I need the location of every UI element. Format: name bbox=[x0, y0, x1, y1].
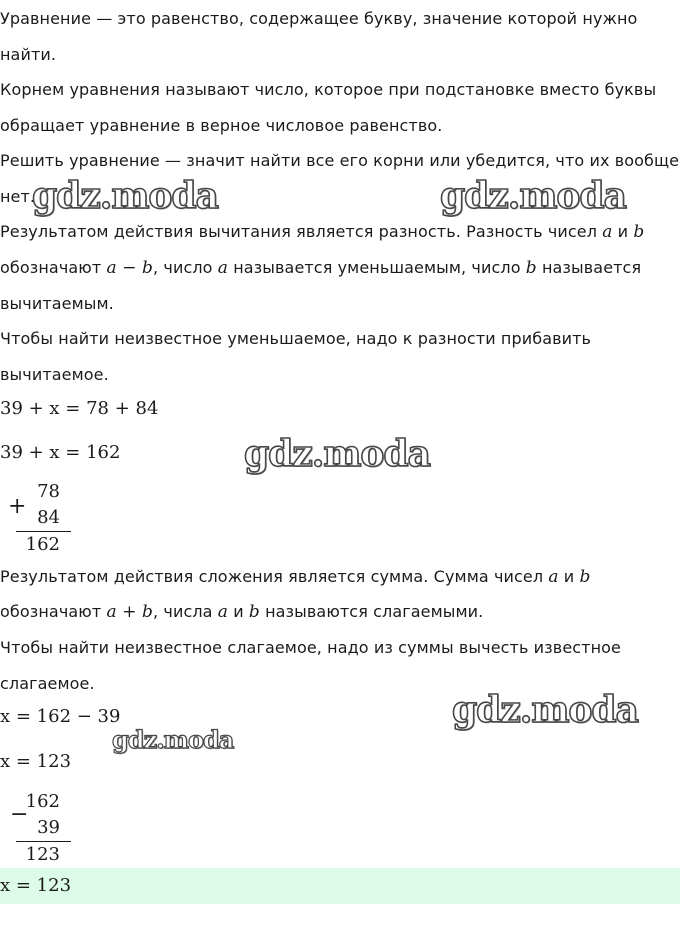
minus-sign: − bbox=[10, 802, 29, 827]
subtraction-rule-line-3: вычитаемым. bbox=[0, 294, 114, 313]
answer: x = 123 bbox=[0, 875, 72, 896]
root-definition-line-2: обращает уравнение в верное числовое равенство. bbox=[0, 116, 443, 135]
watermark-logo: gdz.moda bbox=[440, 175, 626, 217]
definition-line-1: Уравнение — это равенство, содержащее букву, значение которой нужно bbox=[0, 9, 638, 28]
subtraction-rule-line-2: обозначают a − b, число a называется уменьшаемым, число b называется bbox=[0, 258, 642, 278]
addend-rule-line-2: слагаемое. bbox=[0, 674, 95, 693]
equation-1: 39 + x = 78 + 84 bbox=[0, 398, 159, 419]
subtraction-rule-line-1: Результатом действия вычитания является разность. Разность чисел a и b bbox=[0, 222, 645, 242]
addend-rule-line-1: Чтобы найти неизвестное слагаемое, надо из суммы вычесть известное bbox=[0, 638, 621, 657]
watermark-logo: gdz.moda bbox=[112, 725, 234, 754]
root-definition-line-1: Корнем уравнения называют число, которое при подстановке вместо буквы bbox=[0, 80, 657, 99]
equation-2: 39 + x = 162 bbox=[0, 442, 121, 463]
answer-highlight bbox=[0, 868, 680, 904]
subtraction-result: 123 bbox=[25, 844, 60, 865]
subtraction-top-number: 162 bbox=[25, 791, 60, 812]
addition-rule-line-2: обозначают a + b, числа a и b называются слагаемыми. bbox=[0, 602, 484, 622]
solve-definition-line-2: нет. bbox=[0, 187, 36, 206]
subtraction-bottom-number: 39 bbox=[37, 817, 60, 838]
watermark-logo: gdz.moda bbox=[32, 175, 218, 217]
solve-definition-line-1: Решить уравнение — значит найти все его корни или убедится, что их вообще bbox=[0, 151, 680, 170]
addition-bottom-number: 84 bbox=[37, 507, 60, 528]
addition-rule-line-1: Результатом действия сложения является сумма. Сумма чисел a и b bbox=[0, 567, 591, 587]
addition-top-number: 78 bbox=[37, 481, 60, 502]
definition-line-2: найти. bbox=[0, 45, 57, 64]
minuend-rule-line-1: Чтобы найти неизвестное уменьшаемое, надо к разности прибавить bbox=[0, 329, 592, 348]
equation-4: x = 123 bbox=[0, 751, 72, 772]
addition-line bbox=[16, 531, 71, 532]
addition-result: 162 bbox=[25, 534, 60, 555]
watermark-logo: gdz.moda bbox=[452, 689, 638, 731]
equation-3: x = 162 − 39 bbox=[0, 706, 121, 727]
watermark-logo: gdz.moda bbox=[244, 433, 430, 475]
minuend-rule-line-2: вычитаемое. bbox=[0, 365, 109, 384]
subtraction-line bbox=[16, 841, 71, 842]
plus-sign: + bbox=[8, 494, 27, 519]
